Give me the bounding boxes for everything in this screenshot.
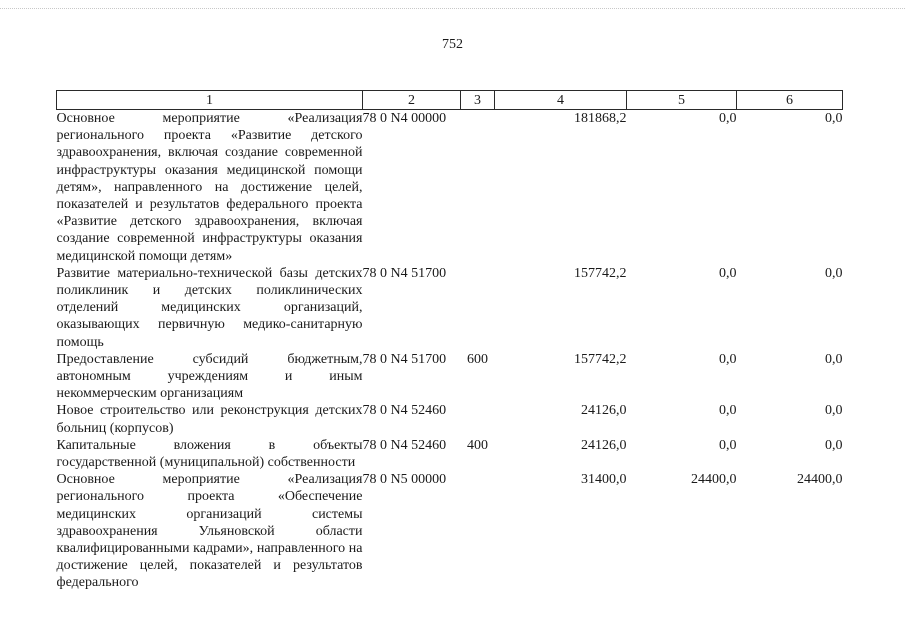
row-expense-type xyxy=(461,110,495,265)
row-name: Предоставление субсидий бюджетным, автономным учреждениям и иным некоммерческим организациям xyxy=(56,351,363,402)
page-number: 752 xyxy=(442,37,463,52)
row-amount-col4: 31400,0 xyxy=(581,472,627,488)
scan-edge-line xyxy=(0,8,905,9)
row-amount-col5: 0,0 xyxy=(719,351,737,367)
row-name: Основное мероприятие «Реализация регионального проекта «Развитие детского здравоохранения, включая создание современной инфраструктуры оказания медицинской помощи детям», направленного на достижение целей, показателей и результатов федерального проекта «Развитие детского здравоохранения, включая создание современной инфраструктуры оказания медицинской помощи детям» xyxy=(56,111,363,264)
header-col-6: 6 xyxy=(737,91,843,110)
row-amount-col4: 181868,2 xyxy=(574,111,627,126)
row-amount-col6: 0,0 xyxy=(825,403,843,419)
row-name: Капитальные вложения в объекты государственной (муниципальной) собственности xyxy=(56,437,363,471)
row-code: 78 0 N4 51700 xyxy=(362,351,447,367)
table-row xyxy=(57,402,843,436)
row-amount-col5: 0,0 xyxy=(719,111,737,126)
row-amount-col5: 0,0 xyxy=(719,403,737,419)
header-col-5: 5 xyxy=(627,91,737,110)
header-col-2: 2 xyxy=(363,91,461,110)
header-col-4: 4 xyxy=(495,91,627,110)
row-code: 78 0 N5 00000 xyxy=(362,472,447,488)
table-row xyxy=(57,265,843,351)
row-amount-col6: 0,0 xyxy=(825,351,843,367)
row-amount-col4: 24126,0 xyxy=(581,437,627,453)
row-expense-type xyxy=(461,402,495,436)
row-amount-col6: 0,0 xyxy=(825,265,843,281)
row-amount-col5: 0,0 xyxy=(719,437,737,453)
row-amount-col6: 24400,0 xyxy=(797,472,843,488)
table-row xyxy=(57,437,843,471)
header-row xyxy=(57,91,843,110)
row-amount-col5: 24400,0 xyxy=(691,472,737,488)
row-expense-type: 600 xyxy=(467,351,488,367)
row-amount-col6: 0,0 xyxy=(825,111,843,126)
table-row xyxy=(57,351,843,403)
row-expense-type xyxy=(461,265,495,351)
header-col-1: 1 xyxy=(57,91,363,110)
row-expense-type: 400 xyxy=(467,437,488,453)
row-amount-col4: 157742,2 xyxy=(574,351,627,367)
row-amount-col4: 157742,2 xyxy=(574,265,627,281)
table-row xyxy=(57,471,843,591)
row-code: 78 0 N4 00000 xyxy=(362,111,447,126)
table-row xyxy=(57,110,843,265)
row-name: Основное мероприятие «Реализация регионального проекта «Обеспечение медицинских организаций системы здравоохранения Ульяновской области квалифицированными кадрами», направленного на достижение целей, показателей и результатов федерального xyxy=(56,472,363,591)
row-amount-col6: 0,0 xyxy=(825,437,843,453)
row-code: 78 0 N4 52460 xyxy=(362,437,447,453)
row-name: Новое строительство или реконструкция детских больниц (корпусов) xyxy=(56,403,363,436)
row-expense-type xyxy=(461,471,495,591)
row-code: 78 0 N4 52460 xyxy=(362,403,447,419)
row-name: Развитие материально-технической базы детских поликлиник и детских поликлинических отделений медицинских организаций, оказывающих первичную медико-санитарную помощь xyxy=(56,265,363,350)
row-amount-col4: 24126,0 xyxy=(581,403,627,419)
budget-table xyxy=(56,90,843,592)
row-amount-col5: 0,0 xyxy=(719,265,737,281)
row-code: 78 0 N4 51700 xyxy=(362,265,447,281)
header-col-3: 3 xyxy=(461,91,495,110)
